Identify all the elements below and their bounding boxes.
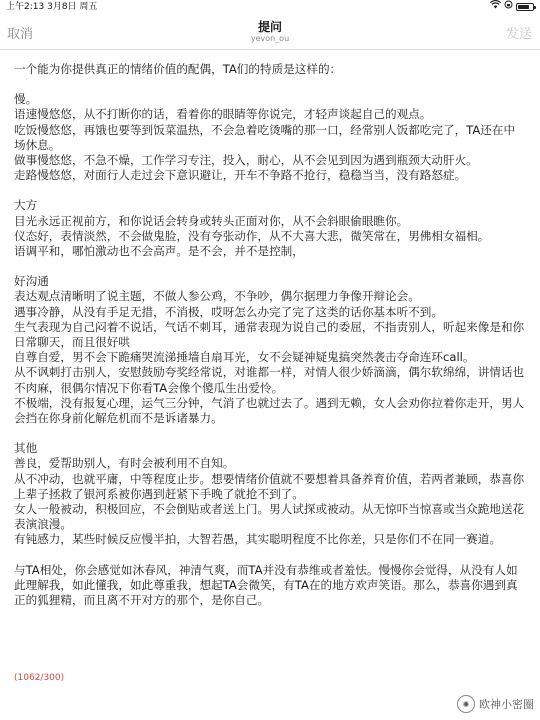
intro-paragraph: 一个能为你提供真正的情绪价值的配偶，TA们的特质是这样的： — [14, 62, 342, 76]
watermark-text: 欧神小密圈 — [479, 698, 534, 711]
section-communication: 好沟通 表达观点清晰明了说主题，不做人参公鸡，不争吵，偶尔据理力争像开辩论会。 遇事冷静，从没有手足无措，不消极，哎呀怎么办完了完了这类的话你基本听不到。 生气表现为自己闷着不说话，气话不刺耳，通常表现为说自己的委屈，不指责别人，听起来像是和你日常聊天，而且很好哄 自尊自爱，男不会下跪痛哭流涕捶墙自扇耳光，女不会疑神疑鬼搞突然袭击夺命连环call。 从不讽刺打击别人，安慰鼓励夸奖经常说，对谁都一样，对情人很少娇滴滴，偶尔软绵绵，讲情话也不肉麻，很偶尔情况下你看TA会像个傻瓜生出爱怜。 不极端，没有报复心理，运气三分钟，气消了也就过去了。遇到无赖，女人会劝你拉着你走开，男人会挡在你身前化解危机而不是诉诸暴力。 — [14, 274, 525, 426]
closing-paragraph: 与TA相处，你会感觉如沐春风，神清气爽，而TA并没有恭维或者羞怯。慢慢你会觉得，从没有人如此理解我，如此懂我，如此尊重我，想起TA会微笑，有TA在的地方欢声笑语。那么，恭喜你遇到真正的狐狸精，而且离不开对方的那个，是你自己。 — [14, 562, 518, 608]
status-left — [6, 0, 97, 14]
section-slow: 慢。 语速慢悠悠，从不打断你的话，看着你的眼睛等你说完，才轻声谈起自己的观点。 吃饭慢悠悠，再饿也要等到饭菜温热，不会急着吃烫嘴的那一口，经常别人饭都吃完了，TA还在中场休息。 做事慢悠悠，不急不燥，工作学习专注，投入，耐心，从不会见到因为遇到瓶颈大动肝火。 走路慢悠悠，对面行人走过会下意识避让，开车不争路不抢行，稳稳当当，没有路怒症。 — [14, 92, 516, 183]
nav-bar — [0, 14, 540, 50]
status-date: 3月8日 周五 — [47, 2, 98, 12]
wechat-channel-icon: ✺ — [457, 695, 475, 713]
section-other: 其他 善良，爱帮助别人，有时会被利用不自知。 从不冲动，也就平庸，中等程度止步。想要情绪价值就不要想着具备养育价值，若两者兼顾，恭喜你上辈子拯救了银河系被你遇到赶紧下手晚了就抢不到了。 女人一般被动，积极回应，不会倒贴或者送上门。男人试探或被动。从无惊吓当惊喜或当众跪地送花表演浪漫。 有钝感力，某些时候反应慢半拍，大智若愚，其实聪明程度不比你差，只是你们不在同一赛道。 — [14, 441, 525, 547]
wifi-icon — [490, 0, 501, 14]
battery-icon — [516, 3, 534, 11]
status-time: 上午2:13 — [6, 2, 45, 12]
watermark — [457, 695, 534, 713]
page-subtitle: yevon_ou — [250, 34, 290, 43]
lock-rotation-icon — [504, 0, 513, 14]
char-counter: (1062/300) — [14, 673, 65, 683]
status-bar — [0, 0, 540, 14]
page-title: 提问 — [257, 20, 282, 34]
cancel-button[interactable]: 取消 — [7, 27, 34, 42]
battery-fill — [518, 5, 529, 9]
send-button[interactable]: 发送 — [505, 27, 532, 42]
status-right — [490, 0, 534, 14]
question-textarea[interactable] — [14, 62, 526, 608]
section-generous: 大方 目光永远正视前方，和你说话会转身或转头正面对你，从不会斜眼偷眼瞧你。 仪态好，表情淡然，不会做鬼脸，没有夸张动作，从不大喜大悲，微笑常在，男佛相女福相。 语调平和，哪怕激动也不会高声。是不会，并不是控制， — [14, 198, 490, 259]
